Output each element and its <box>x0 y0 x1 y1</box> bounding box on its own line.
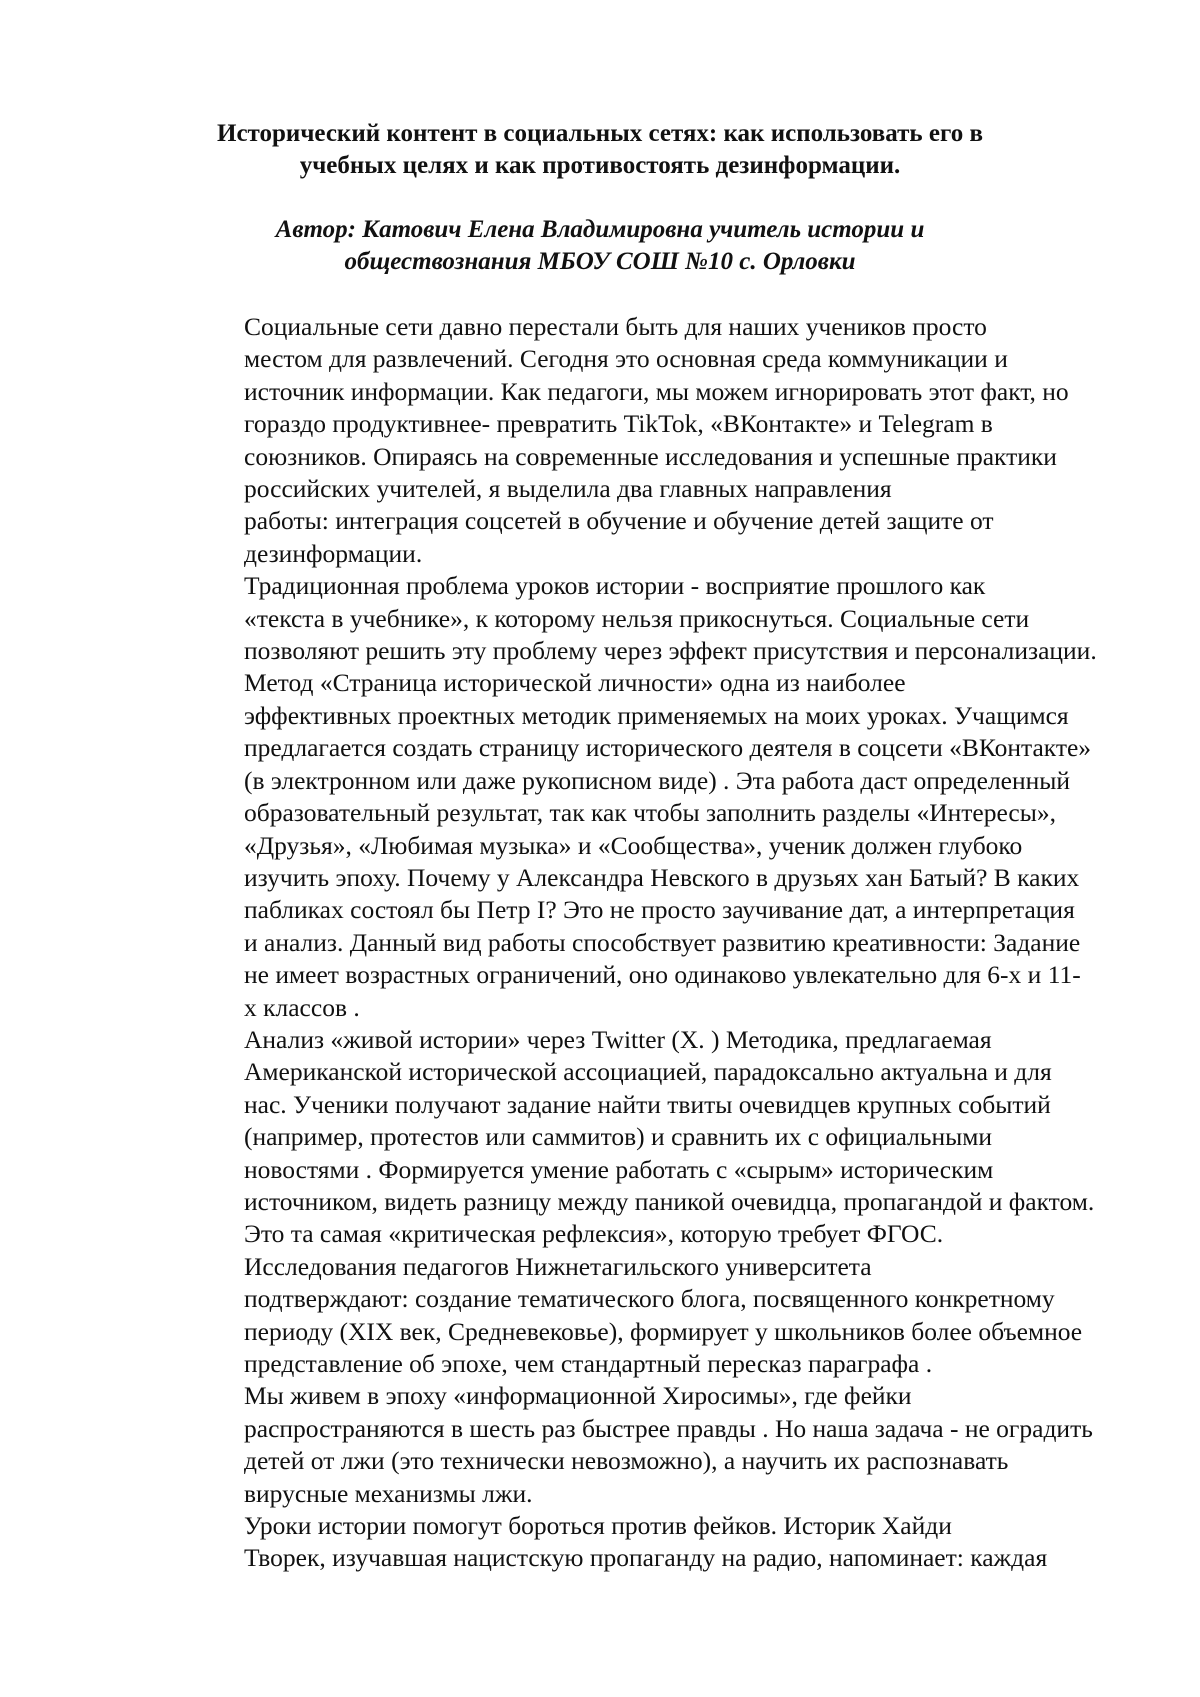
paragraph-line: Традиционная проблема уроков истории - восприятие прошлого как <box>244 571 986 601</box>
paragraph-line: предлагается создать страницу исторического деятеля в соцсети «ВКонтакте» <box>244 733 1092 763</box>
paragraph <box>172 1024 1142 1251</box>
title-line-1: Исторический контент в социальных сетях: как использовать его в <box>217 120 983 147</box>
paragraph-line: местом для развлечений. Сегодня это основная среда коммуникации и <box>244 344 1008 374</box>
paragraph <box>172 1251 1142 1381</box>
paragraph-line: Социальные сети давно перестали быть для наших учеников просто <box>244 312 987 341</box>
paragraph-line: Исследования педагогов Нижнетагильского университета <box>244 1251 872 1281</box>
paragraph-line: х классов . <box>244 992 360 1022</box>
paragraph-line: и анализ. Данный вид работы способствует развитию креативности: Задание <box>244 927 1081 957</box>
paragraph-line: изучить эпоху. Почему у Александра Невского в друзьях хан Батый? В каких <box>244 862 1080 892</box>
paragraph-line: распространяются в шесть раз быстрее правды . Но наша задача - не оградить <box>244 1413 1093 1443</box>
author-block <box>150 214 1050 278</box>
paragraph-line: нас. Ученики получают задание найти твиты очевидцев крупных событий <box>244 1089 1051 1119</box>
paragraph-line: периоду (XIX век, Средневековье), формирует у школьников более объемное <box>244 1316 1083 1346</box>
paragraph-line: (например, протестов или саммитов) и сравнить их с официальными <box>244 1122 993 1152</box>
paragraph-line: «Друзья», «Любимая музыка» и «Сообщества», ученик должен глубоко <box>244 830 1023 860</box>
paragraph <box>172 667 1142 1023</box>
paragraph-line: Анализ «живой истории» через Twitter (X. ) Методика, предлагаемая <box>244 1024 992 1054</box>
paragraph-line: представление об эпохе, чем стандартный пересказ параграфа . <box>244 1349 933 1378</box>
paragraph-line: детей от лжи (это технически невозможно), а научить их распознавать <box>244 1446 1009 1476</box>
paragraph-line: российских учителей, я выделила два главных направления <box>244 474 892 504</box>
paragraph-line: образовательный результат, так как чтобы заполнить разделы «Интересы», <box>244 798 1056 828</box>
document-title <box>150 118 1050 182</box>
paragraph-line: новостями . Формируется умение работать с «сырым» историческим <box>244 1154 994 1184</box>
paragraph-line: вирусные механизмы лжи. <box>244 1478 533 1508</box>
paragraph-line: Американской исторической ассоциацией, парадоксально актуальна и для <box>244 1057 1052 1087</box>
paragraph-line: пабликах состоял бы Петр I? Это не просто заучивание дат, а интерпретация <box>244 895 1075 925</box>
paragraph-line: источник информации. Как педагоги, мы можем игнорировать этот факт, но <box>244 376 1069 406</box>
paragraph-line: эффективных проектных методик применяемых на моих уроках. Учащимся <box>244 700 1069 730</box>
paragraph-line: работы: интеграция соцсетей в обучение и обучение детей защите от <box>244 506 994 536</box>
author-line-2: обществознания МБОУ СОШ №10 с. Орловки <box>344 248 856 275</box>
paragraph <box>172 1380 1142 1510</box>
paragraph <box>172 1510 1142 1575</box>
paragraph-line: Мы живем в эпоху «информационной Хиросимы», где фейки <box>244 1381 912 1411</box>
paragraph-line: Это та самая «критическая рефлексия», которую требует ФГОС. <box>244 1219 944 1249</box>
paragraph-line: источником, видеть разницу между паникой очевидца, пропагандой и фактом. <box>244 1186 1095 1216</box>
document-body <box>172 311 1142 1575</box>
paragraph-line: Уроки истории помогут бороться против фейков. Историк Хайди <box>244 1511 952 1541</box>
paragraph-line: «текста в учебнике», к которому нельзя прикоснуться. Социальные сети <box>244 603 1030 633</box>
paragraph-line: не имеет возрастных ограничений, оно одинаково увлекательно для 6-х и 11- <box>244 960 1081 990</box>
paragraph-line: Творек, изучавшая нацистскую пропаганду на радио, напоминает: каждая <box>244 1543 1048 1573</box>
paragraph <box>172 311 1142 570</box>
paragraph <box>172 570 1142 667</box>
paragraph-line: позволяют решить эту проблему через эффект присутствия и персонализации. <box>244 636 1097 666</box>
paragraph-line: дезинформации. <box>244 538 423 568</box>
paragraph-line: (в электронном или даже рукописном виде) . Эта работа даст определенный <box>244 765 1071 795</box>
paragraph-line: гораздо продуктивнее- превратить TikTok, «ВКонтакте» и Telegram в <box>244 409 993 439</box>
paragraph-line: подтверждают: создание тематического блога, посвященного конкретному <box>244 1284 1055 1314</box>
author-line-1: Автор: Катович Елена Владимировна учитель истории и <box>275 216 925 243</box>
paragraph-line: союзников. Опираясь на современные исследования и успешные практики <box>244 441 1057 471</box>
title-line-2: учебных целях и как противостоять дезинформации. <box>299 152 901 179</box>
paragraph-line: Метод «Страница исторической личности» одна из наиболее <box>244 668 906 698</box>
